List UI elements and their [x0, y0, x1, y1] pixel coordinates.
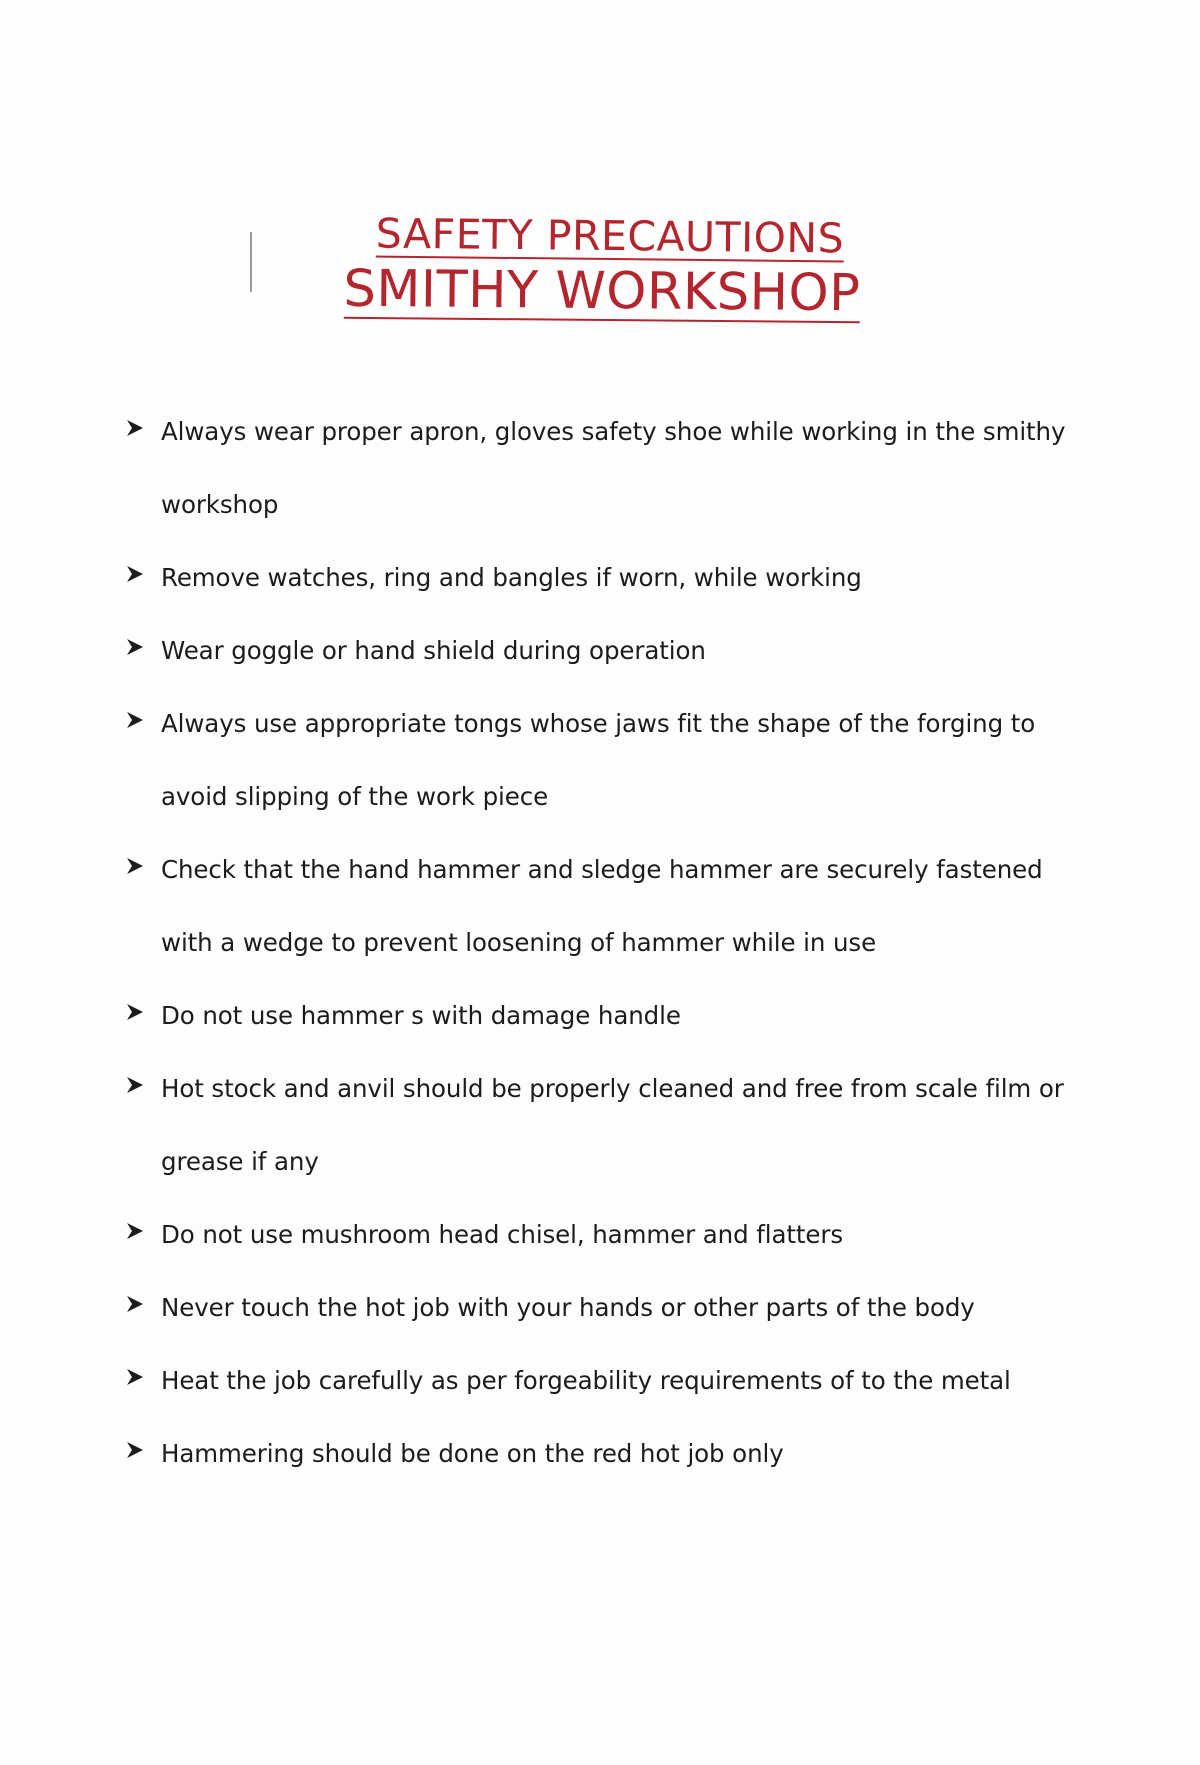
- arrowhead-bullet-icon: [126, 687, 146, 760]
- list-item: [126, 1417, 1086, 1490]
- arrowhead-bullet-icon: [126, 833, 146, 906]
- list-item: [126, 614, 1086, 687]
- title-line-2: SMITHY WORKSHOP: [343, 259, 861, 324]
- list-item-text: Wear goggle or hand shield during operation: [161, 636, 706, 665]
- list-item-text: Always use appropriate tongs whose jaws fit the shape of the forging to avoid slipping of the work piece: [161, 709, 1036, 811]
- list-item-text: Check that the hand hammer and sledge hammer are securely fastened with a wedge to prevent loosening of hammer while in use: [161, 855, 1043, 957]
- arrowhead-bullet-icon: [126, 1417, 146, 1490]
- list-item-text: Heat the job carefully as per forgeability requirements of to the metal: [161, 1366, 1011, 1395]
- list-item-text: Do not use hammer s with damage handle: [161, 1001, 681, 1030]
- list-item: [126, 687, 1086, 833]
- list-item: [126, 979, 1086, 1052]
- arrowhead-bullet-icon: [126, 1344, 146, 1417]
- arrowhead-bullet-icon: [126, 541, 146, 614]
- document-title: [10, 206, 1200, 267]
- list-item: [126, 1271, 1086, 1344]
- arrowhead-bullet-icon: [126, 1198, 146, 1271]
- list-item-text: Never touch the hot job with your hands or other parts of the body: [161, 1293, 975, 1322]
- list-item: [126, 1052, 1086, 1198]
- arrowhead-bullet-icon: [126, 614, 146, 687]
- list-item-text: Hot stock and anvil should be properly cleaned and free from scale film or grease if any: [161, 1074, 1064, 1176]
- arrowhead-bullet-icon: [126, 1052, 146, 1125]
- title-line-1: SAFETY PRECAUTIONS: [375, 209, 845, 263]
- list-item-text: Always wear proper apron, gloves safety shoe while working in the smithy workshop: [161, 417, 1066, 519]
- list-item-text: Do not use mushroom head chisel, hammer and flatters: [161, 1220, 843, 1249]
- list-item: [126, 1344, 1086, 1417]
- list-item-text: Hammering should be done on the red hot job only: [161, 1439, 784, 1468]
- arrowhead-bullet-icon: [126, 1271, 146, 1344]
- safety-precautions-list: [126, 395, 1086, 1490]
- list-item-text: Remove watches, ring and bangles if worn, while working: [161, 563, 862, 592]
- list-item: [126, 395, 1086, 541]
- list-item: [126, 1198, 1086, 1271]
- list-item: [126, 833, 1086, 979]
- document-subtitle: [2, 257, 1200, 326]
- arrowhead-bullet-icon: [126, 979, 146, 1052]
- arrowhead-bullet-icon: [126, 395, 146, 468]
- list-item: [126, 541, 1086, 614]
